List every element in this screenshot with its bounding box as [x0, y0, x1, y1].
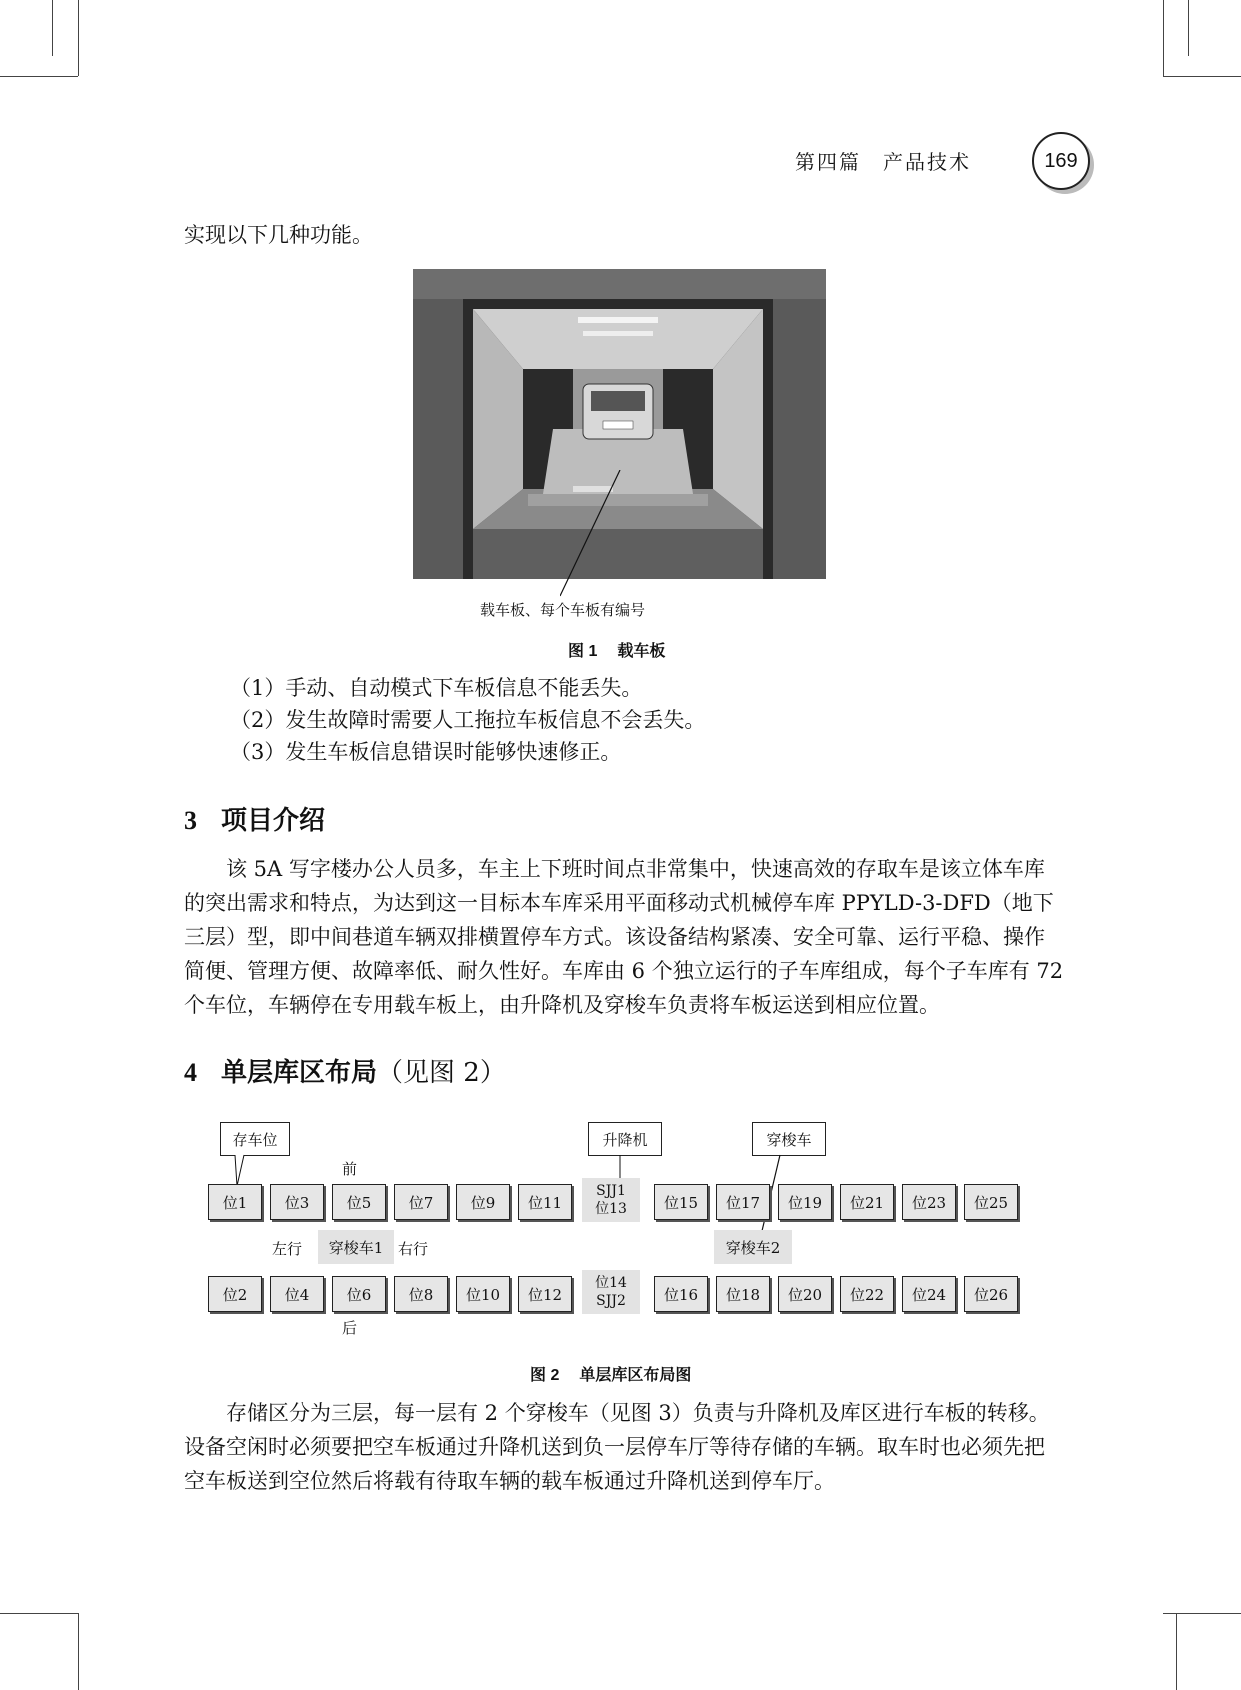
- parking-slot: 位17: [716, 1184, 770, 1220]
- parking-slot: 位3: [270, 1184, 324, 1220]
- callout-shuttle: 穿梭车: [752, 1122, 826, 1156]
- parking-slot: 位16: [654, 1276, 708, 1312]
- callout-lift: 升降机: [588, 1122, 662, 1156]
- parking-slot: 位24: [902, 1276, 956, 1312]
- section3-number: 3: [184, 806, 197, 835]
- lift-sjj2: [582, 1270, 640, 1314]
- figure1-caption: [568, 638, 665, 661]
- figure1-title: 载车板: [617, 643, 666, 660]
- parking-slot: 位19: [778, 1184, 832, 1220]
- crop-mark: [1163, 1613, 1241, 1614]
- parking-slot: 位11: [518, 1184, 572, 1220]
- lift-sjj1-slot: 位13: [595, 1201, 627, 1217]
- intro-line: 实现以下几种功能。: [184, 223, 373, 247]
- section3-title: 项目介绍: [221, 806, 326, 836]
- list-item: （1）手动、自动模式下车板信息不能丢失。: [230, 676, 643, 700]
- parking-slot: 位15: [654, 1184, 708, 1220]
- parking-slot: 位23: [902, 1184, 956, 1220]
- annotation-pointer: [560, 470, 630, 600]
- parking-slot: 位2: [208, 1276, 262, 1312]
- section3-heading: [184, 800, 325, 837]
- left-travel-label: 左行: [272, 1240, 303, 1258]
- parking-slot: 位10: [456, 1276, 510, 1312]
- crop-mark: [1176, 1613, 1177, 1690]
- parking-slot: 位22: [840, 1276, 894, 1312]
- parking-slot: 位21: [840, 1184, 894, 1220]
- crop-mark: [52, 0, 53, 56]
- front-label: 前: [342, 1160, 358, 1178]
- section4-heading: [184, 1052, 506, 1089]
- shuttle-2: 穿梭车2: [714, 1230, 792, 1264]
- crop-mark: [1163, 0, 1164, 76]
- list-item: （3）发生车板信息错误时能够快速修正。: [230, 740, 622, 764]
- figure1-annotation: 载车板、每个车板有编号: [480, 601, 646, 619]
- right-travel-label: 右行: [398, 1240, 429, 1258]
- parking-slot: 位4: [270, 1276, 324, 1312]
- shuttle-1: 穿梭车1: [318, 1230, 394, 1264]
- parking-slot: 位7: [394, 1184, 448, 1220]
- section4-title-suffix: （见图 2）: [377, 1058, 506, 1088]
- section4-title: 单层库区布局: [221, 1058, 378, 1088]
- lift-sjj2-slot: 位14: [595, 1275, 627, 1291]
- crop-mark: [1163, 76, 1241, 77]
- crop-mark: [1188, 0, 1189, 56]
- lift-sjj1: [582, 1178, 640, 1222]
- section3-body: 该 5A 写字楼办公人员多，车主上下班时间点非常集中，快速高效的存取车是该立体车库的突出需求和特点，为达到这一目标本车库采用平面移动式机械停车库 PPYLD-3-DFD（地下三层）型，即中间巷道车辆双排横置停车方式。该设备结构紧凑、安全可靠、运行平稳、操作简便、管理方便、故障率低、耐久性好。车库由 6 个独立运行的子车库组成，每个子车库有 72 个车位，车辆停在专用载车板上，由升降机及穿梭车负责将车板运送到相应位置。: [184, 857, 1064, 1017]
- parking-slot: 位1: [208, 1184, 262, 1220]
- parking-slot: 位25: [964, 1184, 1018, 1220]
- running-header: 第四篇 产品技术: [795, 150, 971, 174]
- parking-slot: 位5: [332, 1184, 386, 1220]
- figure2-number: 图 2: [530, 1367, 560, 1384]
- crop-mark: [0, 76, 78, 77]
- callout-parking: 存车位: [220, 1122, 290, 1156]
- back-label: 后: [342, 1319, 358, 1337]
- lift-sjj1-code: SJJ1: [596, 1183, 626, 1199]
- figure1-number: 图 1: [568, 643, 598, 660]
- parking-slot: 位6: [332, 1276, 386, 1312]
- parking-slot: 位12: [518, 1276, 572, 1312]
- section4-number: 4: [184, 1058, 197, 1087]
- figure2-title: 单层库区布局图: [579, 1367, 692, 1384]
- parking-slot: 位9: [456, 1184, 510, 1220]
- lift-sjj2-code: SJJ2: [596, 1293, 626, 1309]
- list-item: （2）发生故障时需要人工拖拉车板信息不会丢失。: [230, 708, 706, 732]
- closing-paragraph: 存储区分为三层，每一层有 2 个穿梭车（见图 3）负责与升降机及库区进行车板的转移。设备空闲时必须要把空车板通过升降机送到负一层停车厅等待存储的车辆。取车时也必须先把空车板送到空位然后将载有待取车辆的载车板通过升降机送到停车厅。: [184, 1401, 1050, 1493]
- parking-slot: 位18: [716, 1276, 770, 1312]
- figure2-caption: [530, 1362, 691, 1385]
- crop-mark: [78, 1613, 79, 1690]
- parking-slot: 位26: [964, 1276, 1018, 1312]
- page-number: 169: [1032, 132, 1090, 190]
- crop-mark: [78, 0, 79, 76]
- crop-mark: [0, 1613, 78, 1614]
- parking-slot: 位8: [394, 1276, 448, 1312]
- parking-slot: 位20: [778, 1276, 832, 1312]
